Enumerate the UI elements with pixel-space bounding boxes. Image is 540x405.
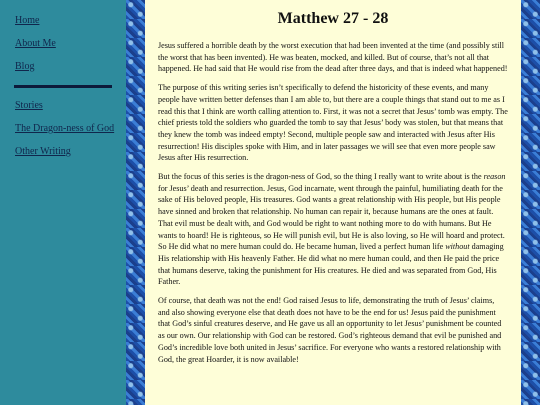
paragraph-text: Of course, that death was not the end! God raised Jesus to life, demonstrating the truth of Jesus’ claims, and also showing everyone else that death does not have to be the end for us! Jesus paid the punishment that God’s sinful creatures deserve, and He gave us all an opportunity to let Jesus’ punishment be counted as our own. Our relationship with God can be restored. God’s righteous demand that evil be punished and God’s incredible love both united in Jesus’ sacrifice. For everyone who wants a restored relationship with God, the great Hoarder, it is now available! [158,296,502,364]
decorative-border-right [521,0,540,405]
paragraph-text: The purpose of this writing series isn’t specifically to defend the historicity of these events, and many people have written better defenses than I am able to, but there are a couple things that stand out to me as I read this that I think are worth calling attention to. First, it was not a secret that Jesus’ tomb was empty. The chief priests told the soldiers who guarded the tomb to say that Jesus’ body was stolen, but that means that they knew the tomb was indeed empty! Second, multiple people saw and interacted with Jesus after His resurrection! His disciples spoke with Him, and in later passages we will see that even more people saw Jesus after His resurrection. [158,83,508,163]
paragraph-text: Jesus suffered a horrible death by the worst execution that had been invented at the time (and possibly still the worst that has been invented). He was beaten, mocked, and killed. But of course, that’s not all that happened. He had said that He would rise from the dead after three days, and that is indeed what happened! [158,41,508,74]
sidebar [0,0,126,405]
paragraph-text: for Jesus’ death and resurrection. Jesus, God incarnate, went through the painful, humiliating death for the sake of His beloved people, His treasures. God wants a great relationship with His people, but His people have sinned and broken that relationship. No human can repair it, because humans are the ones at fault. That evil must be dealt with, and God would be right to want nothing more to do with humans. But He wants to hoard! He is righteous, so He will punish evil, but He is also loving, so He will hoard and protect. So He did what no mere human could do. He became human, lived a perfect human life [158,183,505,252]
decorative-border-left [126,0,145,405]
nav-link-dragon-ness-of-god[interactable]: The Dragon-ness of God [15,123,115,134]
article-content [145,0,521,405]
article-body [158,40,508,365]
article-paragraph [158,40,508,75]
article-paragraph [158,295,508,365]
paragraph-text: damaging His relationship with His heavenly Father. He did what no mere human could, and then He paid the price that humans deserve, taking the punishment for His creatures. He died and was separated from God, His Father. [158,242,504,287]
nav-link-home[interactable]: Home [15,15,40,26]
nav-link-other-writing[interactable]: Other Writing [15,146,71,157]
emphasis-text: without [445,242,470,252]
nav-link-blog[interactable]: Blog [15,61,35,72]
nav-divider [14,85,112,88]
article-paragraph [158,171,508,288]
emphasis-text: reason [483,172,506,182]
page-title: Matthew 27 - 28 [277,10,389,27]
paragraph-text: But the focus of this series is the dragon-ness of God, so the thing I really want to write about is the [158,172,484,182]
article-paragraph [158,82,508,164]
nav-link-stories[interactable]: Stories [15,100,43,111]
nav-link-about-me[interactable]: About Me [15,38,56,49]
